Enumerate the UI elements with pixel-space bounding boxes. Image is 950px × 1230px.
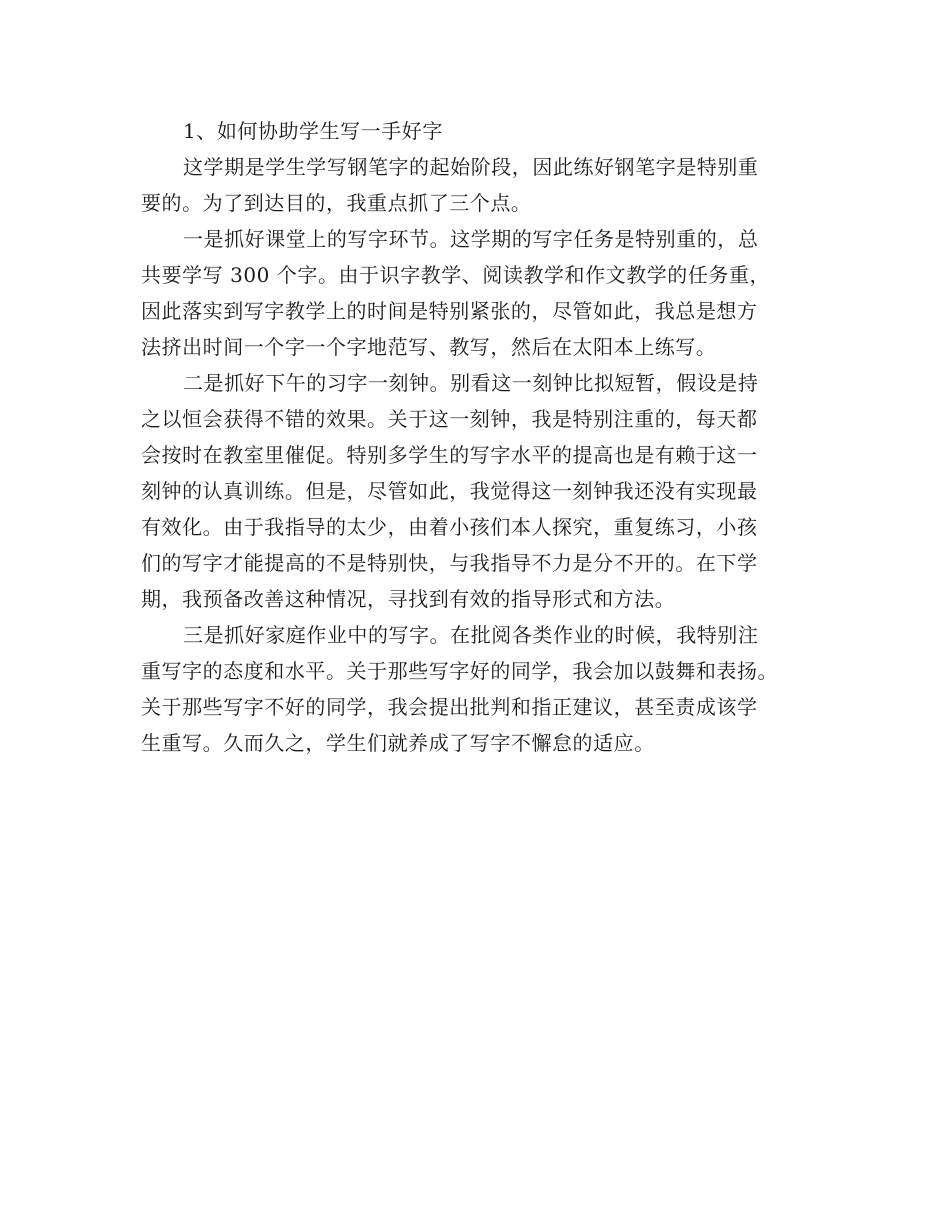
paragraph-line: 会按时在教室里催促。特别多学生的写字水平的提高也是有赖于这一 [141,443,758,467]
paragraph-line: 之以恒会获得不错的效果。关于这一刻钟，我是特别注重的，每天都 [141,407,758,431]
paragraph-line: 共要学写 300 个字。由于识字教学、阅读教学和作文教学的任务重， [141,263,771,287]
section-heading: 1、如何协助学生写一手好字 [183,119,443,143]
paragraph-line: 关于那些写字不好的同学，我会提出批判和指正建议，甚至责成该学 [141,695,758,719]
paragraph-line: 生重写。久而久之，学生们就养成了写字不懈怠的适应。 [141,731,655,755]
paragraph-line: 期，我预备改善这种情况，寻找到有效的指导形式和方法。 [141,587,676,611]
paragraph-line: 重写字的态度和水平。关于那些写字好的同学，我会加以鼓舞和表扬。 [141,659,779,683]
paragraph-line: 因此落实到写字教学上的时间是特别紧张的，尽管如此，我总是想方 [141,299,758,323]
paragraph-line: 们的写字才能提高的不是特别快，与我指导不力是分不开的。在下学 [141,551,758,575]
paragraph-line: 法挤出时间一个字一个字地范写、教写，然后在太阳本上练写。 [141,335,717,359]
paragraph-line: 这学期是学生学写钢笔字的起始阶段，因此练好钢笔字是特别重 [183,155,759,179]
paragraph-line: 要的。为了到达目的，我重点抓了三个点。 [141,191,532,215]
paragraph-line: 刻钟的认真训练。但是，尽管如此，我觉得这一刻钟我还没有实现最 [141,479,758,503]
paragraph-line: 一是抓好课堂上的写字环节。这学期的写字任务是特别重的，总 [183,227,759,251]
paragraph-line: 三是抓好家庭作业中的写字。在批阅各类作业的时候，我特别注 [183,623,759,647]
paragraph-line: 二是抓好下午的习字一刻钟。别看这一刻钟比拟短暂，假设是持 [183,371,759,395]
paragraph-line: 有效化。由于我指导的太少，由着小孩们本人探究，重复练习，小孩 [141,515,758,539]
